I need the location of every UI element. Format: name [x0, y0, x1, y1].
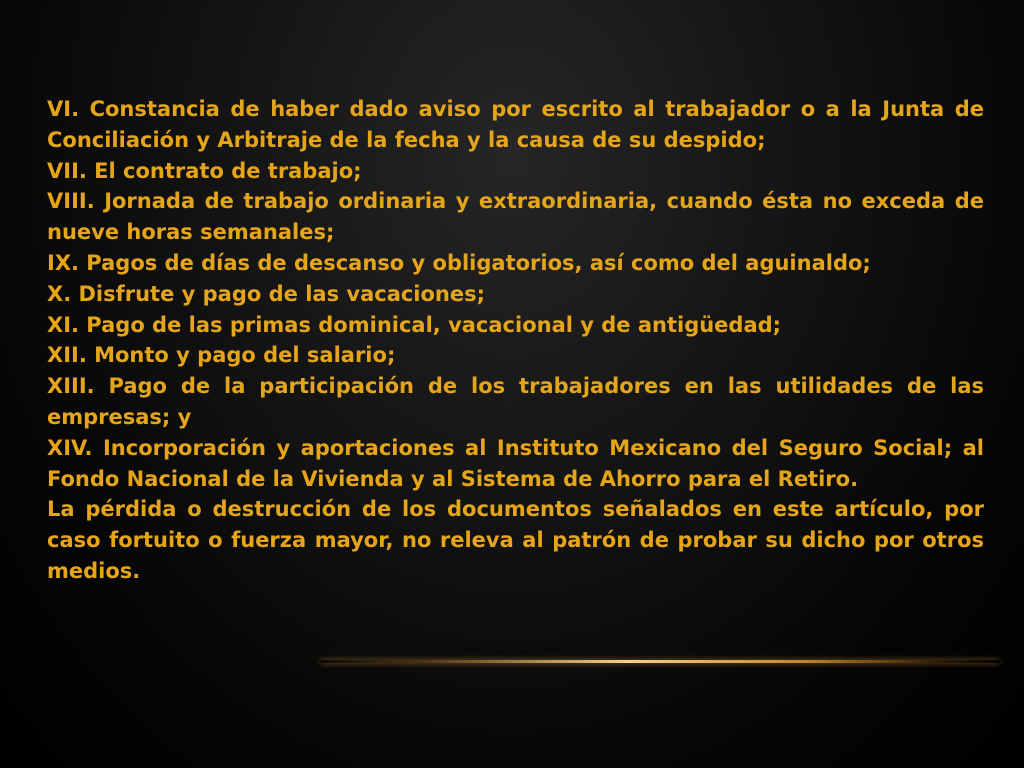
list-item-ix: IX. Pagos de días de descanso y obligatorios, así como del aguinaldo; [47, 250, 871, 275]
list-item-x: X. Disfrute y pago de las vacaciones; [47, 281, 486, 306]
list-item-viii: VIII. Jornada de trabajo ordinaria y extraordinaria, cuando ésta no exceda de nueve horas semanales; [47, 189, 984, 245]
list-item-vii: VII. El contrato de trabajo; [47, 158, 362, 183]
closing-paragraph: La pérdida o destrucción de los documentos señalados en este artículo, por caso fortuito o fuerza mayor, no releva al patrón de probar su dicho por otros medios. [47, 497, 984, 583]
list-item-xi: XI. Pago de las primas dominical, vacacional y de antigüedad; [47, 312, 782, 337]
list-item-xiv: XIV. Incorporación y aportaciones al Instituto Mexicano del Seguro Social; al Fondo Nacional de la Vivienda y al Sistema de Ahorro para el Retiro. [47, 435, 984, 491]
list-item-xiii: XIII. Pago de la participación de los trabajadores en las utilidades de las empresas; y [47, 374, 984, 429]
decorative-glow-line [320, 660, 1000, 663]
slide-body-text [47, 94, 984, 587]
list-item-xii: XII. Monto y pago del salario; [47, 343, 396, 368]
list-item-vi: VI. Constancia de haber dado aviso por escrito al trabajador o a la Junta de Conciliación y Arbitraje de la fecha y la causa de su despido; [47, 97, 984, 152]
